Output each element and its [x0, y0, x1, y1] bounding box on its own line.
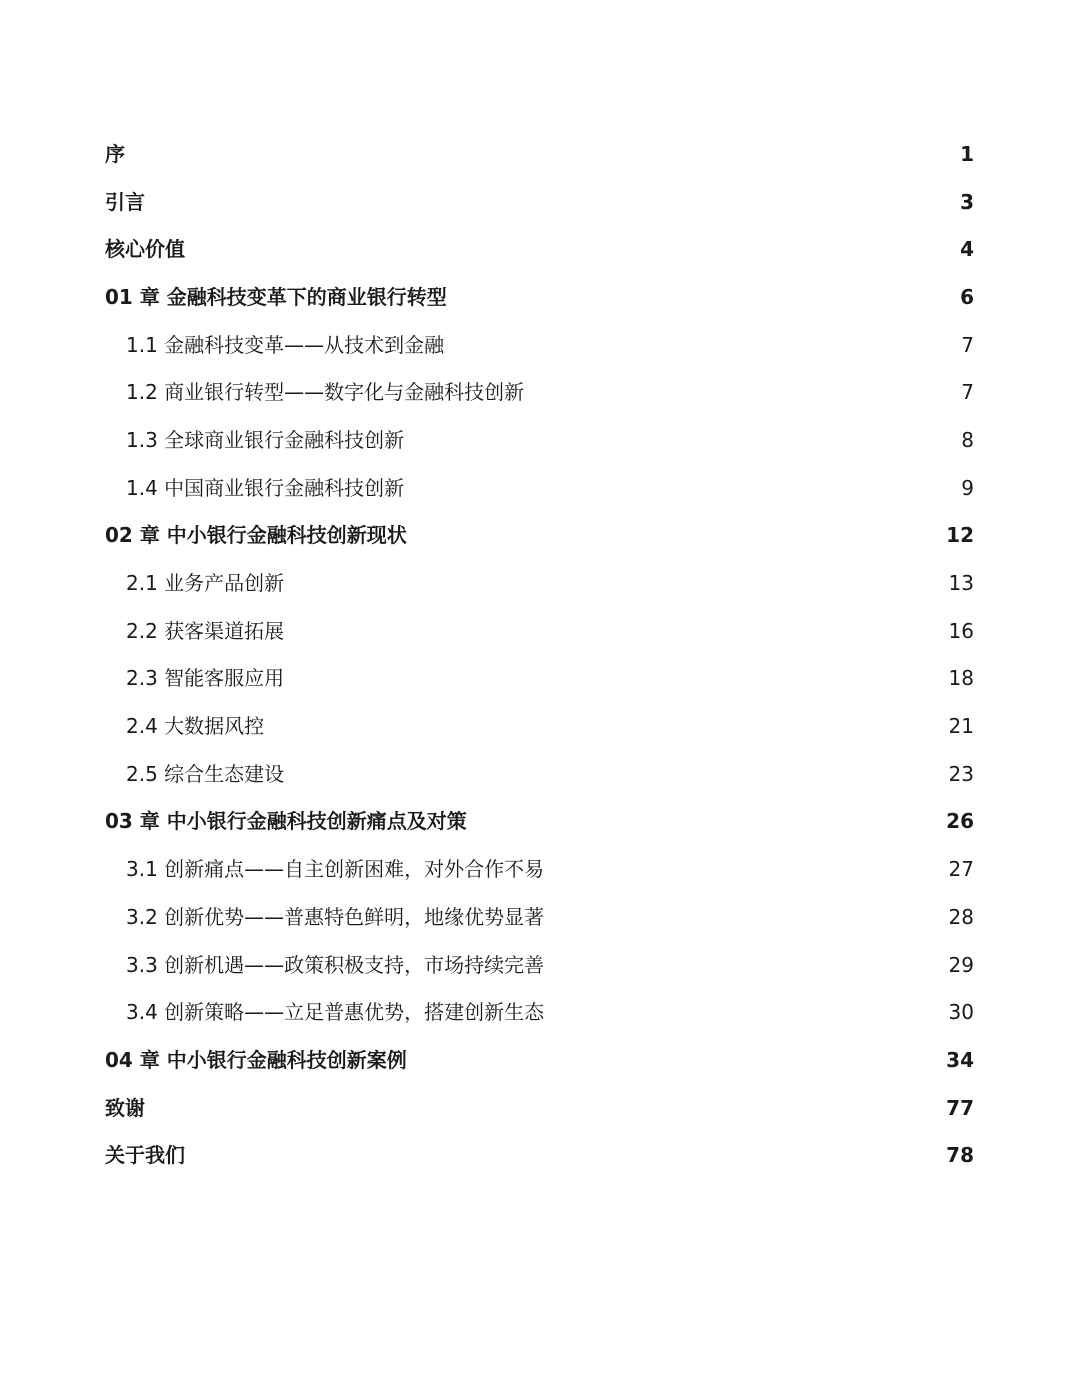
toc-entry-title: 2.5 综合生态建设: [126, 761, 285, 786]
toc-entry-title: 1.3 全球商业银行金融科技创新: [126, 427, 405, 452]
toc-entry-title: 1.4 中国商业银行金融科技创新: [126, 475, 405, 500]
toc-entry-title: 核心价值: [105, 237, 185, 262]
toc-entry[interactable]: [105, 798, 974, 846]
toc-entry-title: 1.1 金融科技变革——从技术到金融: [126, 332, 445, 357]
toc-entry[interactable]: [105, 178, 974, 226]
toc-entry-page: 9: [961, 475, 974, 500]
toc-entry-title: 致谢: [105, 1095, 145, 1120]
toc-entry-page: 34: [946, 1047, 974, 1072]
toc-entry[interactable]: [105, 607, 974, 655]
toc-entry-page: 12: [946, 523, 974, 548]
toc-entry-title: 04 章 中小银行金融科技创新案例: [105, 1047, 407, 1072]
toc-entry[interactable]: [105, 130, 974, 178]
toc-entry-page: 29: [948, 952, 974, 977]
toc-entry-page: 18: [948, 666, 974, 691]
toc-entry[interactable]: [105, 1036, 974, 1084]
toc-entry-title: 引言: [105, 189, 145, 214]
toc-entry[interactable]: [105, 750, 974, 798]
toc-entry-page: 28: [948, 904, 974, 929]
toc-entry[interactable]: [105, 559, 974, 607]
toc-entry-page: 1: [960, 141, 974, 166]
table-of-contents: [105, 130, 974, 1179]
toc-entry-page: 26: [946, 809, 974, 834]
toc-entry-page: 23: [948, 761, 974, 786]
toc-entry-page: 8: [961, 427, 974, 452]
toc-entry-title: 3.4 创新策略——立足普惠优势，搭建创新生态: [126, 1000, 545, 1025]
toc-entry-title: 3.1 创新痛点——自主创新困难，对外合作不易: [126, 857, 545, 882]
toc-entry-page: 78: [946, 1143, 974, 1168]
toc-entry-page: 16: [948, 618, 974, 643]
toc-entry-title: 2.3 智能客服应用: [126, 666, 285, 691]
toc-entry-page: 4: [960, 237, 974, 262]
toc-entry[interactable]: [105, 845, 974, 893]
toc-entry-title: 关于我们: [105, 1143, 185, 1168]
toc-entry-title: 2.2 获客渠道拓展: [126, 618, 285, 643]
toc-entry[interactable]: [105, 512, 974, 560]
toc-entry[interactable]: [105, 321, 974, 369]
toc-entry[interactable]: [105, 225, 974, 273]
toc-entry-page: 7: [961, 380, 974, 405]
toc-entry[interactable]: [105, 1084, 974, 1132]
toc-entry[interactable]: [105, 273, 974, 321]
toc-entry[interactable]: [105, 702, 974, 750]
toc-entry[interactable]: [105, 416, 974, 464]
toc-entry-title: 1.2 商业银行转型——数字化与金融科技创新: [126, 380, 525, 405]
toc-entry-page: 13: [948, 571, 974, 596]
toc-entry[interactable]: [105, 655, 974, 703]
toc-entry[interactable]: [105, 368, 974, 416]
toc-entry[interactable]: [105, 893, 974, 941]
toc-entry-title: 03 章 中小银行金融科技创新痛点及对策: [105, 809, 467, 834]
toc-entry-page: 27: [948, 857, 974, 882]
toc-entry-title: 3.3 创新机遇——政策积极支持，市场持续完善: [126, 952, 545, 977]
toc-entry-title: 01 章 金融科技变革下的商业银行转型: [105, 284, 447, 309]
toc-entry-page: 6: [960, 284, 974, 309]
toc-entry-page: 3: [960, 189, 974, 214]
toc-entry-page: 21: [948, 714, 974, 739]
toc-entry-title: 2.1 业务产品创新: [126, 571, 285, 596]
toc-entry-page: 30: [948, 1000, 974, 1025]
toc-entry-page: 77: [946, 1095, 974, 1120]
toc-entry-page: 7: [961, 332, 974, 357]
toc-entry-title: 序: [105, 141, 125, 166]
toc-entry-title: 2.4 大数据风控: [126, 714, 265, 739]
toc-entry[interactable]: [105, 464, 974, 512]
toc-entry[interactable]: [105, 988, 974, 1036]
toc-entry-title: 02 章 中小银行金融科技创新现状: [105, 523, 407, 548]
toc-entry[interactable]: [105, 1131, 974, 1179]
toc-entry-title: 3.2 创新优势——普惠特色鲜明，地缘优势显著: [126, 904, 545, 929]
toc-entry[interactable]: [105, 941, 974, 989]
